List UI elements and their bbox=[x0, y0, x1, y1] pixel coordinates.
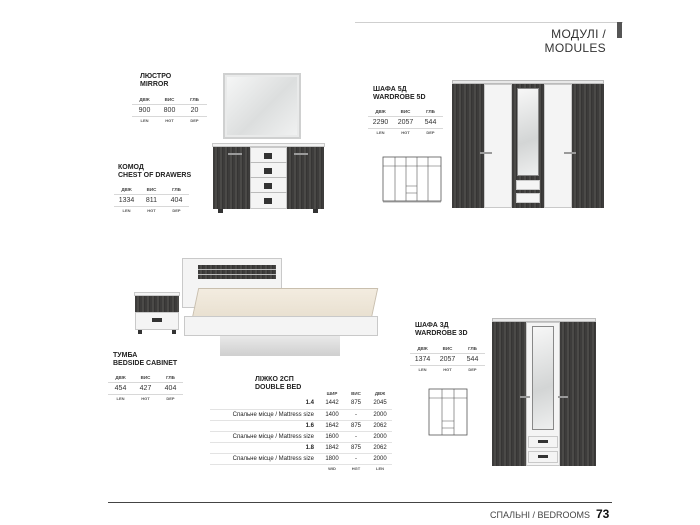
bedside-label bbox=[113, 352, 177, 368]
wardrobe5-label bbox=[373, 86, 426, 102]
mirror-image bbox=[223, 73, 301, 139]
wardrobe5-dimensions: ДВЖ ВИС ГЛБ 2290 2057 544 LEN HGT DEP bbox=[368, 108, 443, 136]
table-row: Спальне місце / Mattress size 1800 - 2000 bbox=[210, 453, 392, 464]
table-row: 1.6 1642 875 2062 bbox=[210, 420, 392, 431]
chest-label bbox=[118, 164, 191, 180]
chest-name-ua: КОМОД bbox=[118, 164, 144, 171]
header-rule bbox=[355, 22, 623, 23]
wardrobe5-name-ua: ШАФА 5Д bbox=[373, 86, 407, 93]
bed-name-ua: ЛІЖКО 2СП bbox=[255, 376, 294, 383]
table-row: 1.8 1842 875 2062 bbox=[210, 442, 392, 453]
wardrobe3-label bbox=[415, 322, 468, 338]
table-row: Спальне місце / Mattress size 1600 - 2000 bbox=[210, 431, 392, 442]
bedside-image bbox=[134, 292, 180, 334]
mirror-name-en: MIRROR bbox=[140, 81, 169, 88]
wardrobe5-name-en: WARDROBE 5D bbox=[373, 94, 426, 101]
mirror-dimensions: ДВЖ ВИС ГЛБ 900 800 20 LEN HGT DEP bbox=[132, 96, 207, 124]
wardrobe5-schematic bbox=[382, 156, 442, 204]
wardrobe3-name-ua: ШАФА 3Д bbox=[415, 322, 449, 329]
bed-image bbox=[180, 258, 380, 362]
wardrobe3-dimensions: ДВЖ ВИС ГЛБ 1374 2057 544 LEN HGT DEP bbox=[410, 345, 485, 373]
page-title: МОДУЛІ / MODULES bbox=[544, 27, 606, 55]
page-number: 73 bbox=[596, 507, 610, 521]
bedside-name-ua: ТУМБА bbox=[113, 352, 138, 359]
mirror-name-ua: ЛЮСТРО bbox=[140, 73, 172, 80]
bed-size-table: ШИР ВИС ДВЖ 1.4 1442 875 2045 Спальне місце / Mattress size 1400 - 2000 1.6 1642 875 2062 Спальне місце / Mattress size 1600 - 2000 1.8 1842 875 2062 Спальне місце / Mattress size 1800 - 2000 WID HGT LEN bbox=[210, 389, 392, 473]
table-row: 1.4 1442 875 2045 bbox=[210, 398, 392, 409]
footer-section: СПАЛЬНІ / BEDROOMS bbox=[490, 510, 590, 520]
wardrobe3-name-en: WARDROBE 3D bbox=[415, 330, 468, 337]
bed-name-en: DOUBLE BED bbox=[255, 384, 302, 391]
header-accent-bar bbox=[617, 22, 622, 38]
chest-dimensions: ДВЖ ВИС ГЛБ 1334 811 404 LEN HGT DEP bbox=[114, 186, 189, 214]
bedside-dimensions: ДВЖ ВИС ГЛБ 454 427 404 LEN HGT DEP bbox=[108, 374, 183, 402]
footer-rule bbox=[108, 502, 612, 503]
mirror-label bbox=[140, 73, 171, 89]
bedside-name-en: BEDSIDE CABINET bbox=[113, 360, 178, 367]
chest-image bbox=[212, 143, 325, 213]
wardrobe5-image bbox=[452, 80, 604, 210]
wardrobe3-image bbox=[492, 318, 596, 468]
table-row: Спальне місце / Mattress size 1400 - 2000 bbox=[210, 409, 392, 420]
wardrobe3-schematic bbox=[428, 388, 468, 438]
chest-name-en: CHEST OF DRAWERS bbox=[118, 172, 192, 179]
